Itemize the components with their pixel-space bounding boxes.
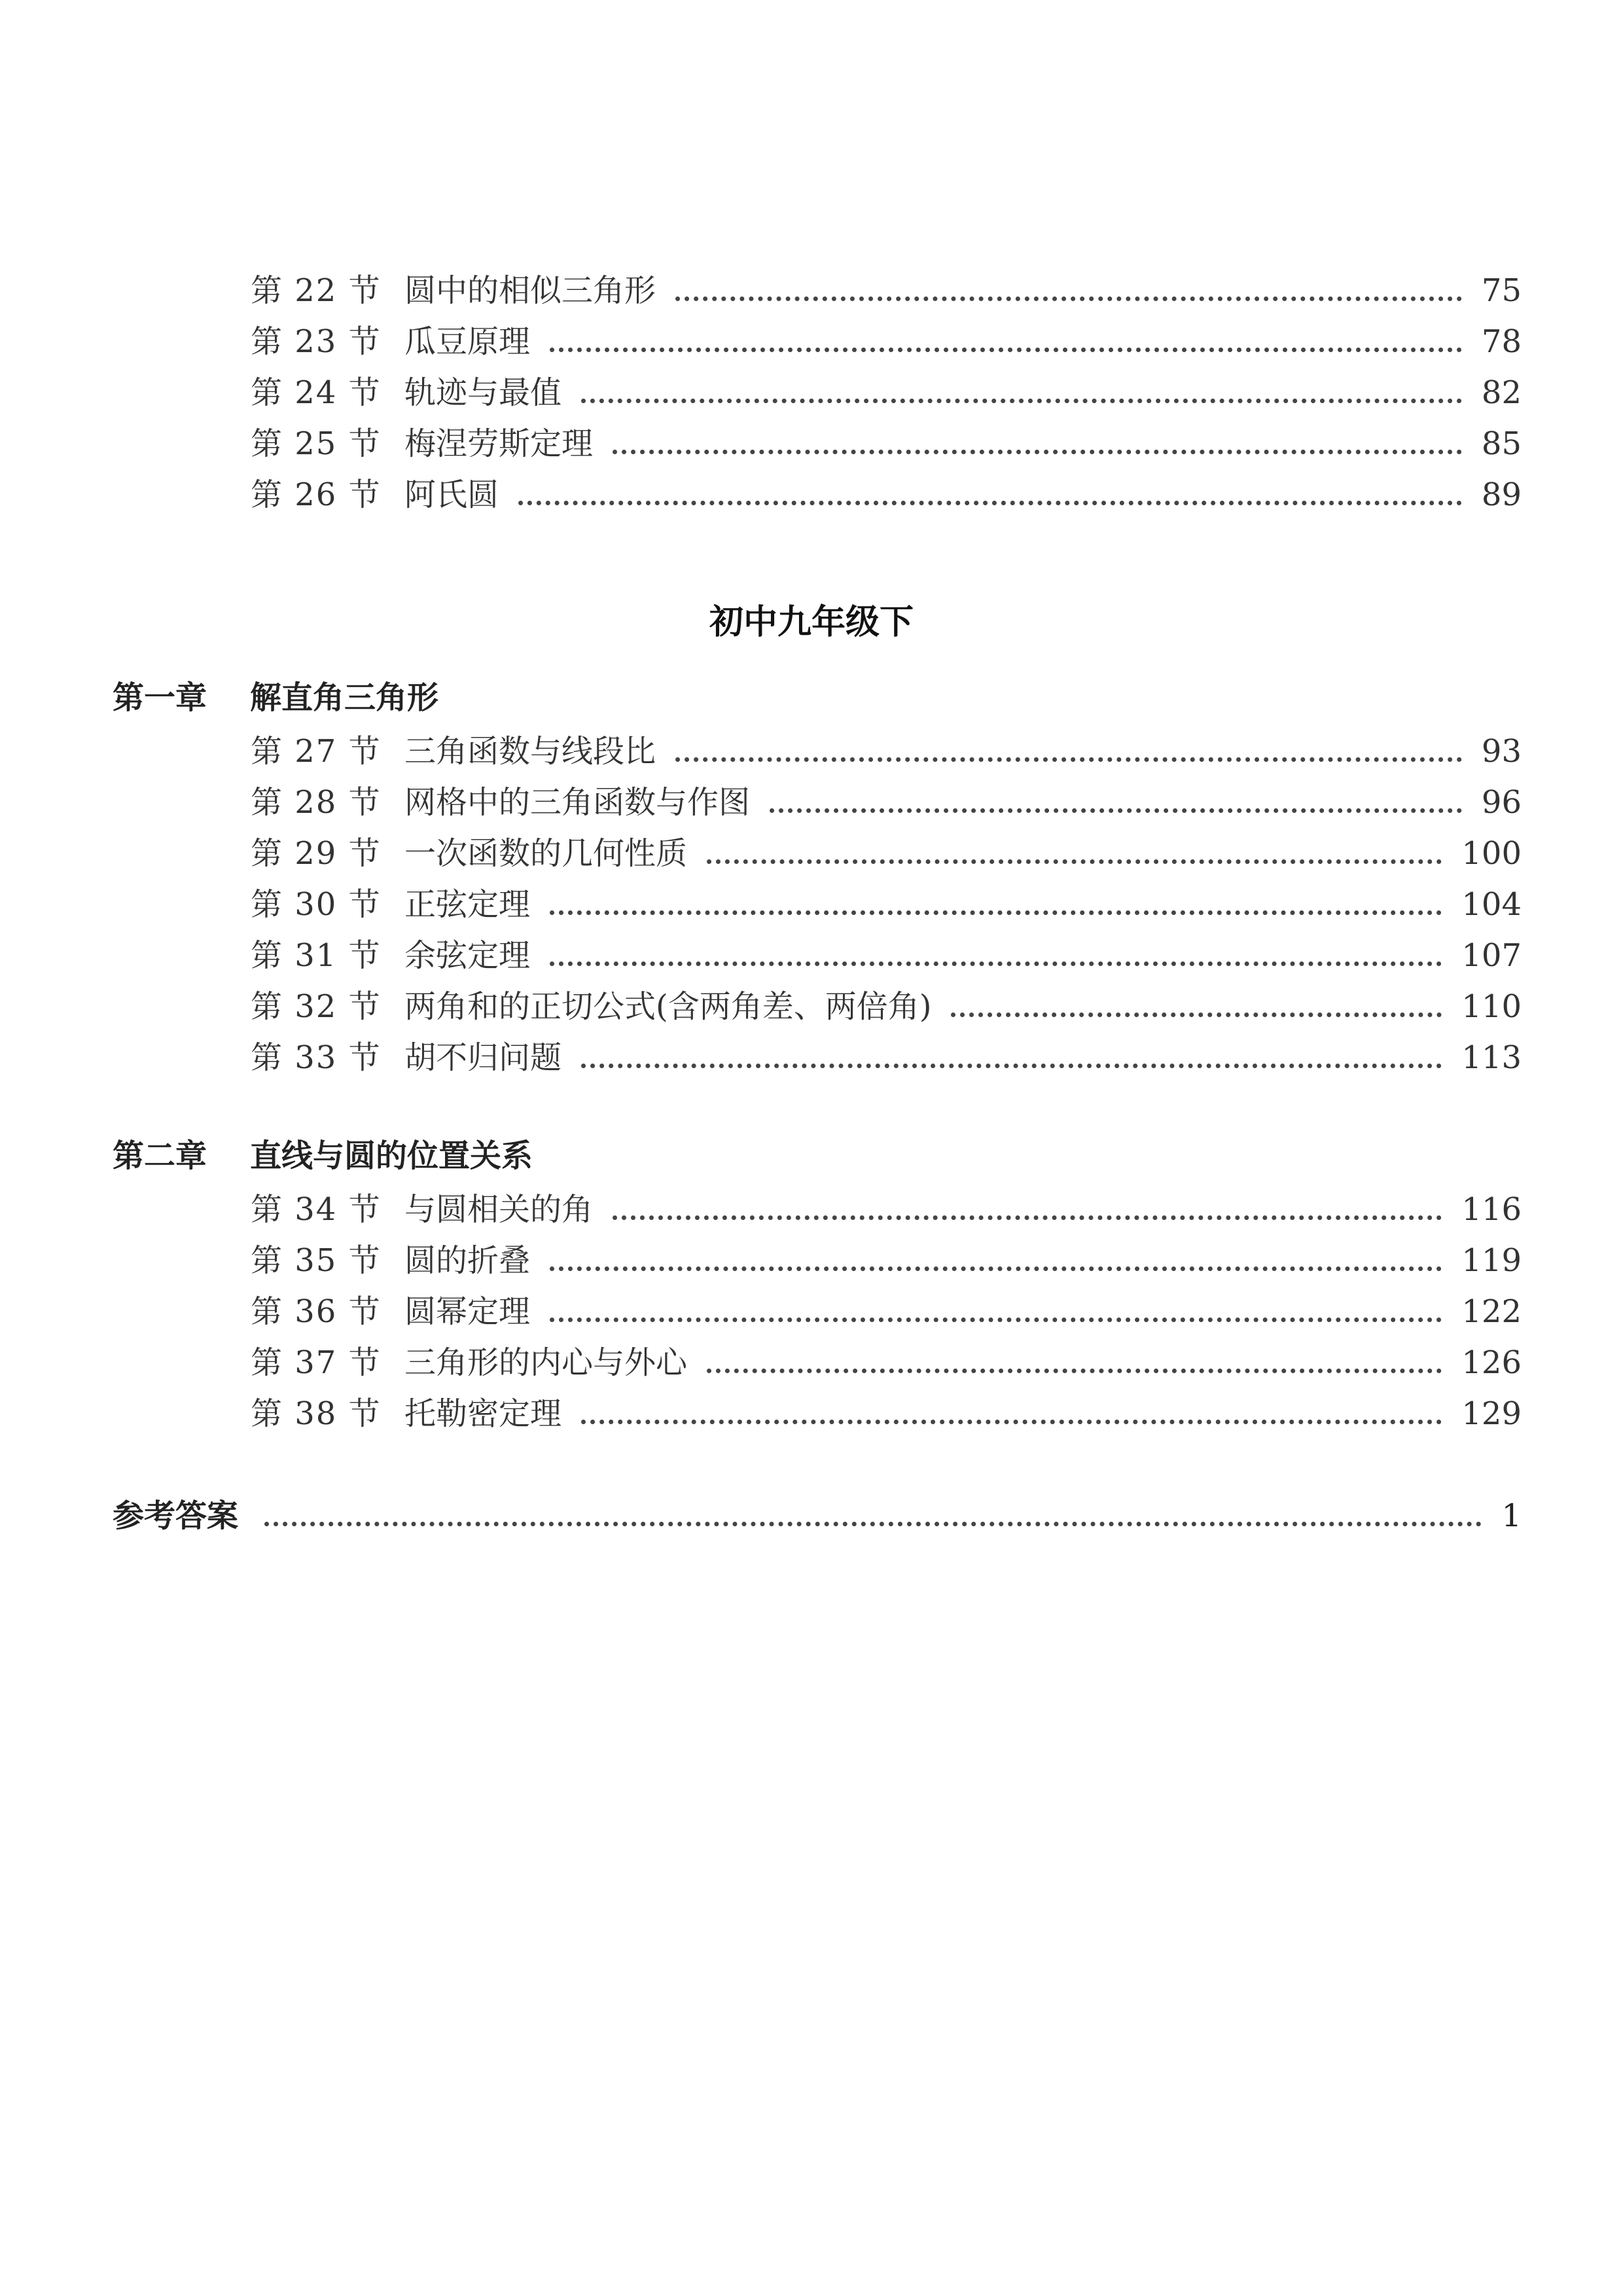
page-number: 126 bbox=[1461, 1344, 1522, 1381]
toc-entry[interactable] bbox=[251, 1186, 1522, 1233]
section-number: 第 31 节 bbox=[251, 937, 382, 974]
section-title: 三角形的内心与外心 bbox=[404, 1344, 688, 1381]
dot-leader bbox=[707, 859, 1442, 864]
toc-entry-answers[interactable] bbox=[113, 1492, 1522, 1539]
page-number: 85 bbox=[1481, 425, 1522, 462]
section-number: 第 27 节 bbox=[251, 733, 382, 770]
section-number: 第 33 节 bbox=[251, 1039, 382, 1076]
page-number: 129 bbox=[1461, 1395, 1522, 1432]
section-number: 第 23 节 bbox=[251, 323, 382, 360]
answers-title: 参考答案 bbox=[113, 1498, 239, 1534]
section-number: 第 34 节 bbox=[251, 1191, 382, 1228]
section-number: 第 25 节 bbox=[251, 425, 382, 462]
page-number: 100 bbox=[1461, 835, 1522, 872]
dot-leader bbox=[581, 1064, 1442, 1068]
page-number: 122 bbox=[1461, 1293, 1522, 1330]
toc-entry[interactable] bbox=[251, 318, 1522, 365]
toc-entry[interactable] bbox=[251, 1288, 1522, 1335]
dot-leader bbox=[951, 1013, 1442, 1017]
dot-leader bbox=[675, 296, 1462, 301]
toc-entry[interactable] bbox=[251, 983, 1522, 1030]
page-number: 82 bbox=[1481, 374, 1522, 411]
dot-leader bbox=[518, 501, 1462, 505]
toc-entry[interactable] bbox=[251, 267, 1522, 314]
section-title: 与圆相关的角 bbox=[404, 1191, 594, 1228]
dot-leader bbox=[675, 757, 1462, 762]
page-number: 1 bbox=[1501, 1498, 1522, 1534]
chapter-heading[interactable] bbox=[113, 1132, 1421, 1179]
section-title: 一次函数的几何性质 bbox=[404, 835, 688, 872]
section-number: 第 22 节 bbox=[251, 272, 382, 309]
page-number: 116 bbox=[1461, 1191, 1522, 1228]
section-title: 圆幂定理 bbox=[404, 1293, 531, 1330]
page-number: 119 bbox=[1461, 1242, 1522, 1279]
section-number: 第 32 节 bbox=[251, 988, 382, 1025]
toc-entry[interactable] bbox=[251, 830, 1522, 877]
toc-entry[interactable] bbox=[251, 779, 1522, 826]
section-title: 圆中的相似三角形 bbox=[404, 272, 656, 309]
page-number: 78 bbox=[1481, 323, 1522, 360]
dot-leader bbox=[550, 348, 1462, 352]
section-number: 第 37 节 bbox=[251, 1344, 382, 1381]
toc-entry[interactable] bbox=[251, 1237, 1522, 1284]
section-title: 余弦定理 bbox=[404, 937, 531, 974]
dot-leader bbox=[581, 399, 1462, 403]
toc-entry[interactable] bbox=[251, 420, 1522, 467]
section-number: 第 35 节 bbox=[251, 1242, 382, 1279]
section-title: 三角函数与线段比 bbox=[404, 733, 656, 770]
section-number: 第 24 节 bbox=[251, 374, 382, 411]
toc-entry[interactable] bbox=[251, 932, 1522, 979]
toc-entry[interactable] bbox=[251, 1034, 1522, 1081]
section-title: 两角和的正切公式(含两角差、两倍角) bbox=[404, 988, 932, 1025]
dot-leader bbox=[770, 808, 1462, 813]
dot-leader bbox=[550, 1318, 1442, 1322]
section-title: 瓜豆原理 bbox=[404, 323, 531, 360]
section-title: 网格中的三角函数与作图 bbox=[404, 784, 751, 821]
dot-leader bbox=[550, 961, 1442, 966]
toc-entry[interactable] bbox=[251, 471, 1522, 518]
toc-entry[interactable] bbox=[251, 1390, 1522, 1437]
section-title: 阿氏圆 bbox=[404, 476, 499, 513]
chapter-title: 解直角三角形 bbox=[250, 679, 439, 716]
dot-leader bbox=[550, 1266, 1442, 1271]
section-title: 轨迹与最值 bbox=[404, 374, 562, 411]
chapter-heading[interactable] bbox=[113, 674, 1421, 721]
page-number: 104 bbox=[1461, 886, 1522, 923]
chapter-title: 直线与圆的位置关系 bbox=[250, 1138, 533, 1174]
page-number: 113 bbox=[1461, 1039, 1522, 1076]
section-title: 正弦定理 bbox=[404, 886, 531, 923]
section-title: 托勒密定理 bbox=[404, 1395, 562, 1432]
section-number: 第 30 节 bbox=[251, 886, 382, 923]
section-number: 第 26 节 bbox=[251, 476, 382, 513]
toc-entry[interactable] bbox=[251, 881, 1522, 928]
dot-leader bbox=[613, 450, 1462, 454]
dot-leader bbox=[550, 910, 1442, 915]
dot-leader bbox=[264, 1522, 1482, 1526]
part-title: 初中九年级下 bbox=[709, 603, 914, 642]
page-number: 75 bbox=[1481, 272, 1522, 309]
section-title: 梅涅劳斯定理 bbox=[404, 425, 594, 462]
chapter-number: 第二章 bbox=[113, 1138, 207, 1174]
page-number: 107 bbox=[1461, 937, 1522, 974]
page-number: 89 bbox=[1481, 476, 1522, 513]
toc-entry[interactable] bbox=[251, 728, 1522, 775]
section-number: 第 38 节 bbox=[251, 1395, 382, 1432]
page-number: 93 bbox=[1481, 733, 1522, 770]
section-number: 第 36 节 bbox=[251, 1293, 382, 1330]
page-number: 110 bbox=[1461, 988, 1522, 1025]
section-title: 胡不归问题 bbox=[404, 1039, 562, 1076]
section-number: 第 28 节 bbox=[251, 784, 382, 821]
dot-leader bbox=[581, 1420, 1442, 1424]
toc-entry[interactable] bbox=[251, 369, 1522, 416]
section-number: 第 29 节 bbox=[251, 835, 382, 872]
page-number: 96 bbox=[1481, 784, 1522, 821]
dot-leader bbox=[707, 1369, 1442, 1373]
chapter-number: 第一章 bbox=[113, 679, 207, 716]
toc-entry[interactable] bbox=[251, 1339, 1522, 1386]
dot-leader bbox=[613, 1215, 1442, 1220]
section-title: 圆的折叠 bbox=[404, 1242, 531, 1279]
